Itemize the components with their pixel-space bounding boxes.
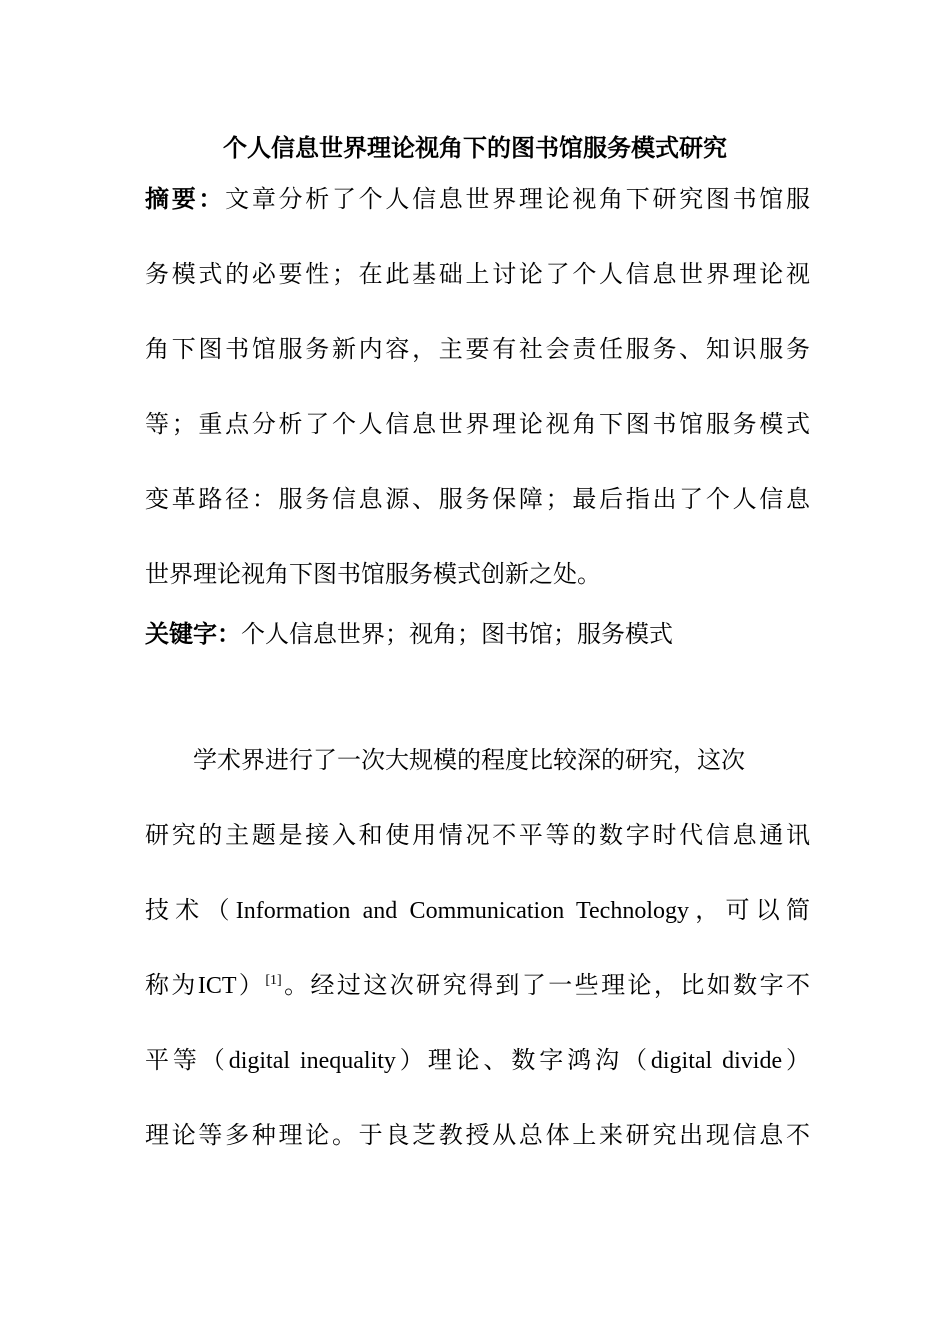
term-ict: ICT — [197, 973, 237, 999]
body-line-5 — [145, 1043, 810, 1118]
body-text-4c: ） — [236, 971, 266, 999]
abstract-line-5: 变革路径：服务信息源、服务保障；最后指出了个人信息 — [145, 485, 810, 513]
term-digital-divide: digital divide — [650, 1048, 783, 1074]
body-text-3c: ，可以简 — [689, 896, 811, 924]
keywords-text: 个人信息世界；视角；图书馆；服务模式 — [241, 620, 673, 648]
body-text-4a: 称为 — [145, 971, 198, 999]
abstract-text-1: 文章分析了个人信息世界理论视角下研究图书馆服 — [225, 185, 810, 213]
term-ict-full: Information and Communication Technology — [235, 898, 689, 924]
body-text-5c: ）理论、数字鸿沟（ — [395, 1046, 651, 1074]
body-text-1: 学术界进行了一次大规模的程度比较深的研究，这次 — [193, 746, 745, 774]
body-section — [145, 743, 810, 1193]
abstract-line-3: 角下图书馆服务新内容，主要有社会责任服务、知识服务 — [145, 335, 810, 363]
abstract-line-6: 世界理论视角下图书馆服务模式创新之处。 — [145, 560, 601, 588]
body-text-5e: ） — [782, 1046, 811, 1074]
body-line-6: 理论等多种理论。于良芝教授从总体上来研究出现信息不 — [145, 1121, 810, 1149]
abstract-label: 摘要： — [145, 184, 226, 213]
term-digital-inequality: digital inequality — [228, 1048, 396, 1074]
body-text-3a: 技术（ — [145, 896, 236, 924]
body-text-5a: 平等（ — [145, 1046, 229, 1074]
body-line-1 — [145, 743, 810, 818]
abstract-line-4: 等；重点分析了个人信息世界理论视角下图书馆服务模式 — [145, 410, 810, 438]
abstract-line-2: 务模式的必要性；在此基础上讨论了个人信息世界理论视 — [145, 260, 810, 288]
body-text-4d: 。经过这次研究得到了一些理论，比如数字不 — [281, 971, 811, 999]
body-line-4 — [145, 968, 810, 1043]
abstract-section — [145, 182, 810, 632]
document-title: 个人信息世界理论视角下的图书馆服务模式研究 — [223, 133, 727, 162]
citation-ref[interactable]: [1] — [265, 973, 282, 988]
body-line-2: 研究的主题是接入和使用情况不平等的数字时代信息通讯 — [145, 821, 810, 849]
abstract-line-1 — [145, 182, 810, 257]
keywords-section — [145, 617, 810, 651]
keywords-label: 关键字： — [145, 619, 241, 648]
body-line-3 — [145, 893, 810, 968]
